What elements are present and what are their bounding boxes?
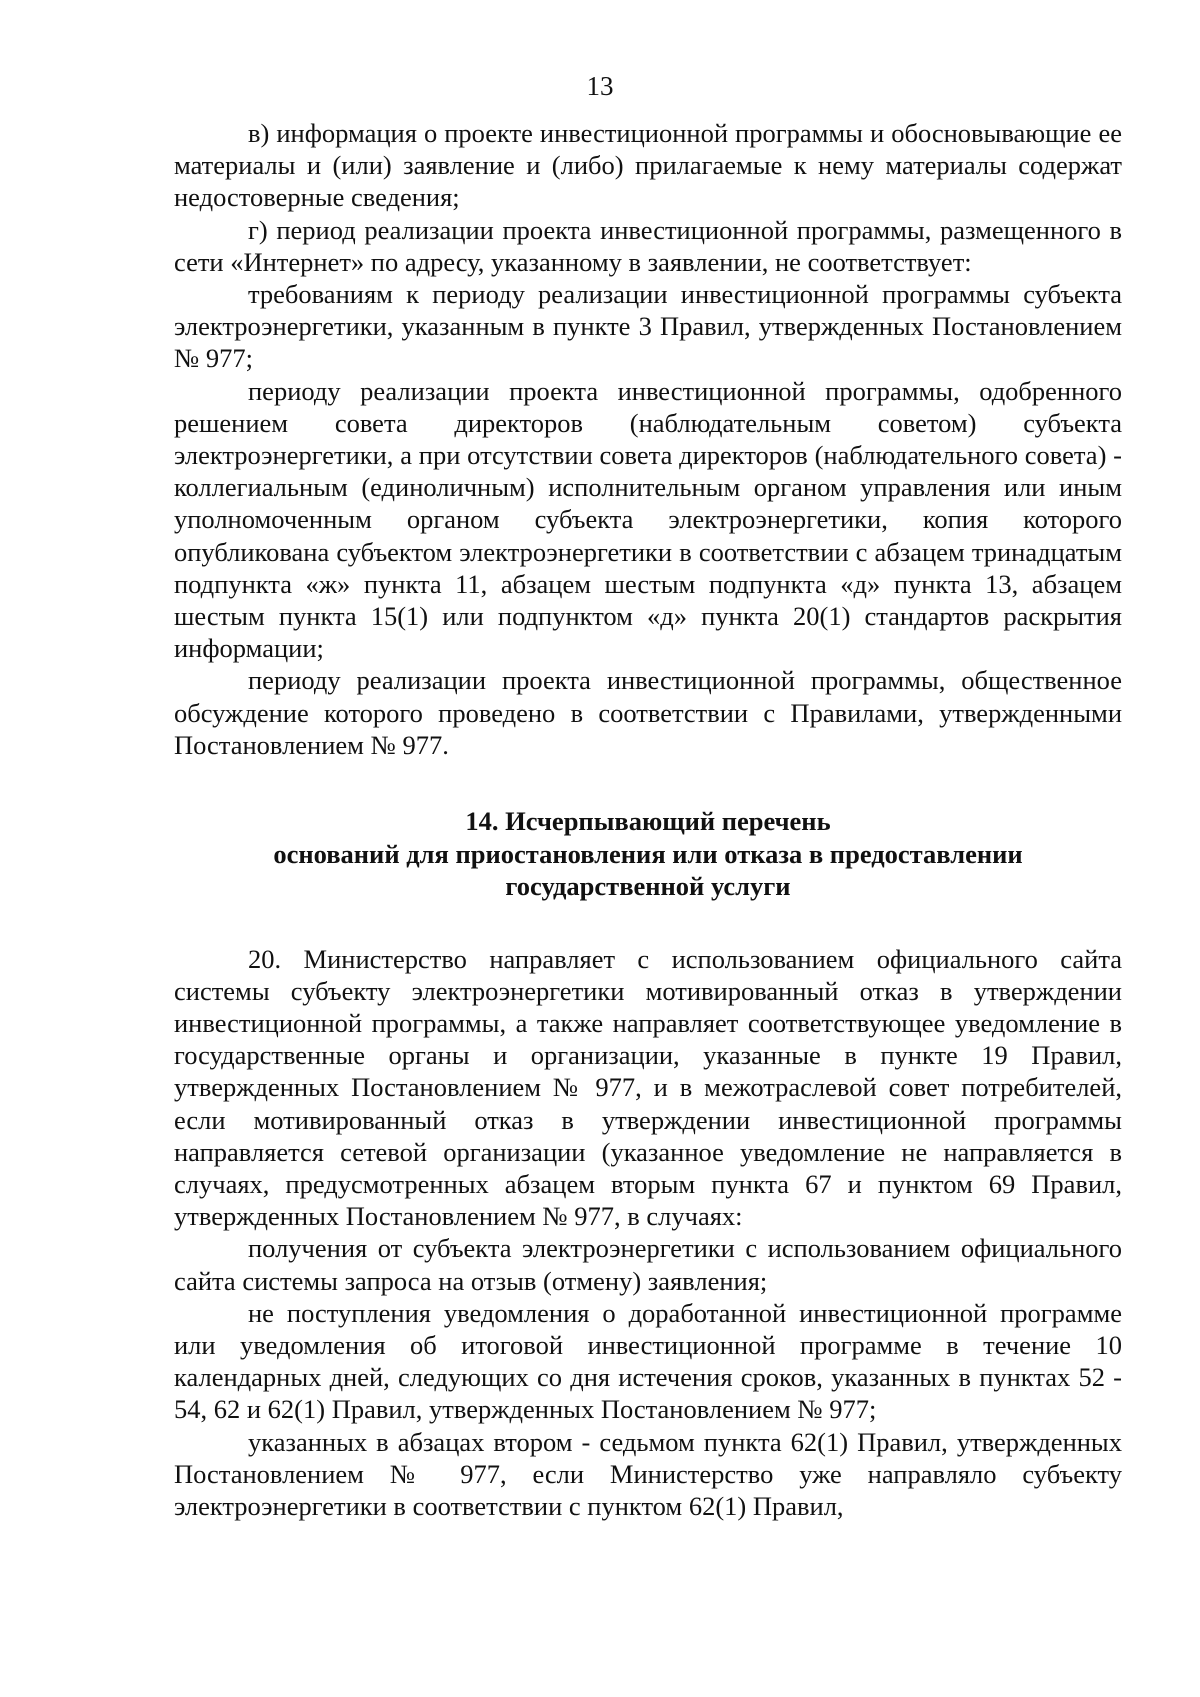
section-heading-line-2: оснований для приостановления или отказа в предоставлении (273, 838, 1023, 869)
paragraph-20: 20. Министерство направляет с использованием официального сайта системы субъекту электроэнергетики мотивированный отказ в утверждении инвестиционной программы, а также направляет соответствующее уведомление в государственные органы и организации, указанные в пункте 19 Правил, утвержденных Постановлением № 977, и в межотраслевой совет потребителей, если мотивированный отказ в утверждении инвестиционной программы направляется сетевой организации (указанное уведомление не направляется в случаях, предусмотренных абзацем вторым пункта 67 и пунктом 69 Правил, утвержденных Постановлением № 977, в случаях: (174, 943, 1122, 1232)
paragraph-requirements: требованиям к периоду реализации инвестиционной программы субъекта электроэнергетики, указанным в пункте 3 Правил, утвержденных Постановлением № 977; (174, 279, 1122, 374)
paragraph-v: в) информация о проекте инвестиционной программы и обосновывающие ее материалы и (или) заявление и (либо) прилагаемые к нему материалы содержат недостоверные сведения; (174, 118, 1122, 213)
paragraph-g: г) период реализации проекта инвестиционной программы, размещенного в сети «Интернет» по адресу, указанному в заявлении, не соответствует: (174, 214, 1122, 277)
paragraph-board-approval: периоду реализации проекта инвестиционной программы, одобренного решением совета директоров (наблюдательным советом) субъекта электроэнергетики, а при отсутствии совета директоров (наблюдательного совета) - коллегиальным (единоличным) исполнительным органом управления или иным уполномоченным органом субъекта электроэнергетики, копия которого опубликована субъектом электроэнергетики в соответствии с абзацем тринадцатым подпункта «ж» пункта 11, абзацем шестым подпункта «д» пункта 13, абзацем шестым пункта 15(1) или подпунктом «д» пункта 20(1) стандартов раскрытия информации; (174, 375, 1122, 664)
paragraph-no-notification: не поступления уведомления о доработанной инвестиционной программе или уведомления об итоговой инвестиционной программе в течение 10 календарных дней, следующих со дня истечения сроков, указанных в пунктах 52 - 54, 62 и 62(1) Правил, утвержденных Постановлением № 977; (174, 1297, 1122, 1425)
section-heading (174, 805, 1122, 903)
paragraph-public-discussion: периоду реализации проекта инвестиционной программы, общественное обсуждение которого проведено в соответствии с Правилами, утвержденными Постановлением № 977. (174, 665, 1122, 760)
document-body (174, 117, 1122, 1522)
section-heading-line-1: 14. Исчерпывающий перечень (465, 806, 831, 837)
paragraph-paragraphs-2-7: указанных в абзацах втором - седьмом пункта 62(1) Правил, утвержденных Постановлением № 977, если Министерство уже направляло субъекту электроэнергетики в соответствии с пунктом 62(1) Правил, (174, 1426, 1122, 1522)
paragraph-withdrawal-request: получения от субъекта электроэнергетики с использованием официального сайта системы запроса на отзыв (отмену) заявления; (174, 1233, 1122, 1296)
section-heading-line-3: государственной услуги (505, 871, 791, 902)
page-number: 13 (586, 71, 614, 101)
